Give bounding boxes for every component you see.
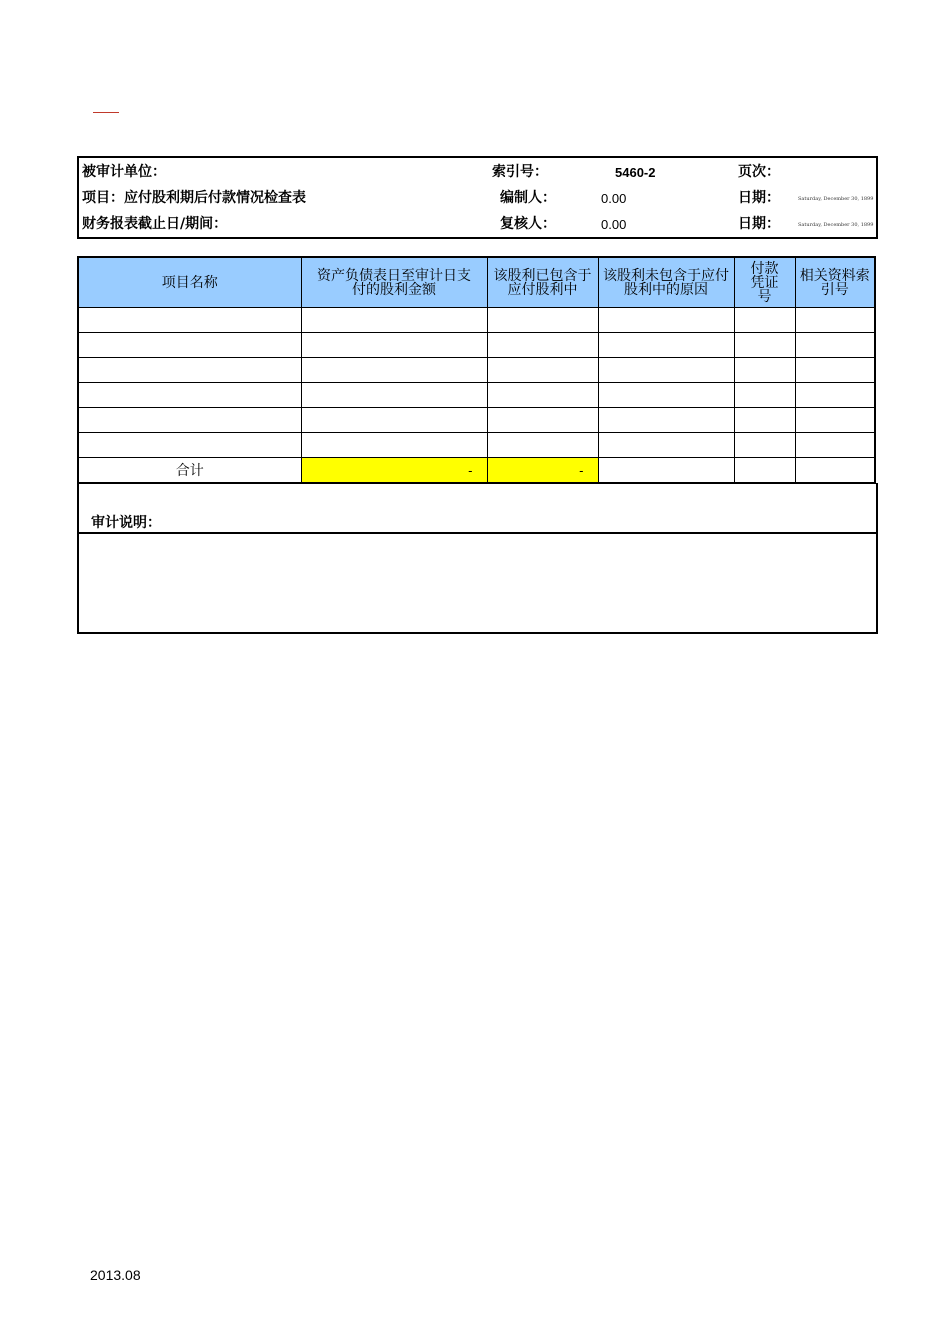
prepare-date-value: Saturday, December 30, 1899 [798,196,874,202]
review-date-label: 日期： [738,216,780,232]
table-cell[interactable] [734,383,795,408]
table-cell[interactable] [795,408,875,433]
total-row [78,458,875,484]
table-cell[interactable] [598,408,734,433]
table-cell[interactable] [734,458,795,484]
total-included-cell[interactable]: - [487,458,598,484]
table-cell[interactable] [487,358,598,383]
table-cell[interactable] [487,433,598,458]
reviewer-value: 0.00 [601,217,627,232]
table-cell[interactable] [734,408,795,433]
table-cell[interactable] [598,383,734,408]
total-amount-cell[interactable]: - [301,458,487,484]
table-cell[interactable] [795,383,875,408]
table-cell[interactable] [78,383,301,408]
table-cell[interactable] [598,333,734,358]
period-label: 财务报表截止日/期间： [82,216,228,232]
table-cell[interactable] [598,358,734,383]
table-cell[interactable] [598,433,734,458]
table-cell[interactable] [598,308,734,333]
audited-unit-label: 被审计单位： [82,164,166,180]
column-header-reason: 该股利未包含于应付股利中的原因 [598,257,734,308]
table-cell[interactable] [301,333,487,358]
table-cell[interactable] [734,308,795,333]
table-cell[interactable] [301,408,487,433]
workpaper-header [77,156,878,239]
table-cell[interactable] [598,458,734,484]
column-header-voucher-no: 付款凭证号 [734,257,795,308]
table-cell[interactable] [795,358,875,383]
table-cell[interactable] [78,408,301,433]
table-row [78,333,875,358]
table-cell[interactable] [78,308,301,333]
index-label: 索引号： [492,164,548,180]
table-cell[interactable] [487,383,598,408]
audit-note-label: 审计说明： [91,515,161,531]
total-label: 合计 [78,458,301,484]
prepare-date-label: 日期： [738,190,780,206]
table-cell[interactable] [795,308,875,333]
table-cell[interactable] [487,408,598,433]
project-title: 项目：应付股利期后付款情况检查表 [82,190,306,206]
reviewer-label: 复核人： [500,216,556,232]
table-row [78,358,875,383]
review-date-value: Saturday, December 30, 1899 [798,222,874,228]
column-header-included: 该股利已包含于应付股利中 [487,257,598,308]
table-cell[interactable] [301,358,487,383]
note-divider [79,532,876,534]
table-cell[interactable] [487,308,598,333]
audit-note-section [77,483,878,634]
table-cell[interactable] [78,333,301,358]
column-header-amount-paid: 资产负债表日至审计日支付的股利金额 [301,257,487,308]
table-row [78,408,875,433]
table-cell[interactable] [78,433,301,458]
table-cell[interactable] [487,333,598,358]
column-header-item-name: 项目名称 [78,257,301,308]
table-cell[interactable] [795,433,875,458]
index-value: 5460-2 [615,165,656,180]
table-header-row [78,257,875,308]
table-cell[interactable] [734,333,795,358]
page-number-label: 页次： [738,164,780,180]
table-row [78,308,875,333]
table-cell[interactable] [795,458,875,484]
table-row [78,383,875,408]
table-cell[interactable] [301,308,487,333]
preparer-label: 编制人： [500,190,556,206]
table-cell[interactable] [734,358,795,383]
decorative-red-line [93,112,119,113]
table-cell[interactable] [301,383,487,408]
table-cell[interactable] [301,433,487,458]
preparer-value: 0.00 [601,191,627,206]
version-footer: 2013.08 [90,1267,141,1283]
table-cell[interactable] [795,333,875,358]
column-header-reference-index: 相关资料索引号 [795,257,875,308]
table-row [78,433,875,458]
table-cell[interactable] [78,358,301,383]
table-cell[interactable] [734,433,795,458]
dividend-check-table [77,256,876,484]
